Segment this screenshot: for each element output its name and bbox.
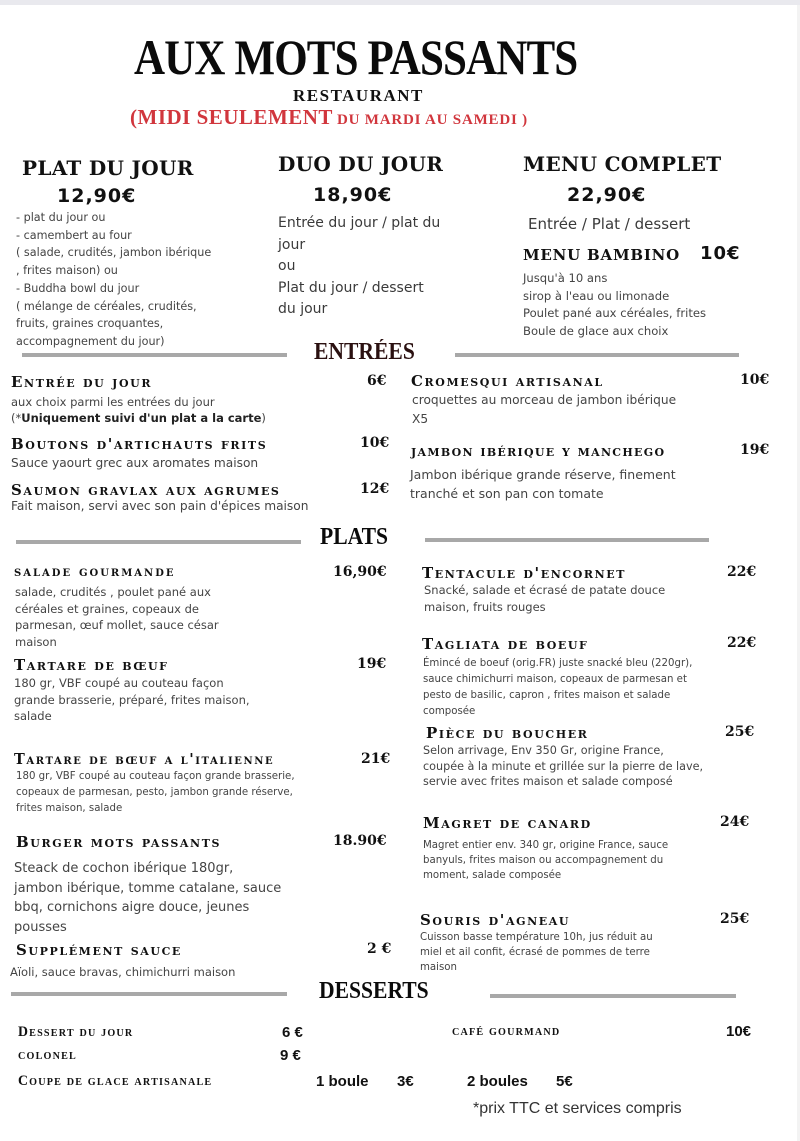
- item-name: jambon ibérique y manchego: [411, 442, 666, 460]
- item-price: 10€: [360, 435, 390, 451]
- item-desc: Jambon ibérique grande réserve, finement tranché et son pan con tomate: [410, 467, 676, 501]
- divider-right-plats: [425, 538, 709, 542]
- item-name: Tentacule d'encornet: [422, 564, 627, 582]
- item-price: 19€: [357, 656, 387, 672]
- section-title-entrees: ENTRÉES: [314, 339, 415, 365]
- dessert-price: 10€: [726, 1023, 752, 1040]
- item-desc: Magret entier env. 340 gr, origine France, sauce banyuls, frites maison ou accompagnement du moment, salade composée: [423, 840, 669, 881]
- item-name: Tartare de bœuf a l'italienne: [14, 751, 275, 768]
- item-name: Supplément sauce: [16, 941, 182, 959]
- item-name: Pièce du boucher: [426, 724, 589, 742]
- section-title-desserts: DESSERTS: [319, 978, 429, 1004]
- item-name: Burger mots passants: [16, 833, 222, 851]
- restaurant-title: AUX MOTS PASSANTS: [134, 29, 578, 85]
- item-price: 22€: [727, 564, 757, 580]
- item-price: 16,90€: [333, 564, 387, 580]
- desc-line: Entrée du jour / plat du: [278, 215, 441, 231]
- desc-line: ou: [278, 258, 296, 274]
- formula-price-plat-du-jour: 12,90€: [57, 185, 137, 207]
- item-desc: Snacké, salade et écrasé de patate douce maison, fruits rouges: [424, 583, 666, 614]
- bambino-title: MENU BAMBINO: [523, 246, 681, 264]
- dessert-name: Dessert du jour: [18, 1024, 134, 1040]
- item-desc: aux choix parmi les entrées du jour: [11, 395, 215, 409]
- item-desc: Sauce yaourt grec aux aromates maison: [11, 456, 259, 470]
- divider-left-desserts: [11, 992, 287, 996]
- item-price: 22€: [727, 635, 757, 651]
- desc-line: ( salade, crudités, jambon ibérique: [16, 246, 212, 260]
- restaurant-subtitle: RESTAURANT: [293, 86, 424, 105]
- divider-right-desserts: [490, 994, 736, 998]
- item-desc: Fait maison, servi avec son pain d'épices maison: [11, 499, 309, 513]
- desc-line: jour: [278, 236, 306, 253]
- desc-line: du jour: [278, 301, 328, 317]
- formula-title-plat-du-jour: PLAT DU JOUR: [22, 156, 194, 180]
- dessert-option-price: 3€: [397, 1073, 414, 1090]
- desc-line: Poulet pané aux céréales, frites: [523, 306, 707, 321]
- note-bold: Uniquement suivi d'un plat a la carte: [21, 411, 262, 425]
- desc-line: Boule de glace aux choix: [523, 324, 669, 339]
- opening-hours: [130, 105, 528, 130]
- desc-line: accompagnement du jour): [16, 334, 165, 348]
- item-price: 2 €: [367, 941, 392, 957]
- desc-line: fruits, graines croquantes,: [16, 317, 164, 331]
- item-price: 19€: [740, 442, 770, 458]
- section-title-plats: PLATS: [320, 524, 389, 550]
- item-desc: salade, crudités , poulet pané aux céréales et graines, copeaux de parmesan, œuf mollet, sauce césar maison: [15, 585, 219, 649]
- footnote-prices: *prix TTC et services compris: [473, 1100, 682, 1117]
- item-price: 12€: [360, 481, 390, 497]
- item-name: Magret de canard: [423, 814, 592, 832]
- dessert-price: 9 €: [280, 1047, 301, 1064]
- item-name: Saumon gravlax aux agrumes: [11, 481, 281, 499]
- item-price: 25€: [720, 911, 750, 927]
- dessert-option-label: 2 boules: [467, 1073, 528, 1090]
- formula-title-duo-du-jour: DUO DU JOUR: [278, 152, 444, 176]
- dessert-price: 6 €: [282, 1024, 303, 1041]
- item-note: [11, 410, 266, 427]
- item-name: Entrée du jour: [11, 373, 153, 391]
- desc-line: Plat du jour / dessert: [278, 279, 424, 296]
- item-desc: 180 gr, VBF coupé au couteau façon grande brasserie, préparé, frites maison, salade: [14, 676, 250, 723]
- item-price: 18.90€: [333, 833, 387, 849]
- bambino-price: 10€: [700, 243, 741, 264]
- item-desc: Émincé de boeuf (orig.FR) juste snacké bleu (220gr), sauce chimichurri maison, copeaux de parmesan et pesto de basilic, capron , frites maison et salade composée: [423, 658, 693, 717]
- item-name: Cromesqui artisanal: [411, 372, 604, 390]
- divider-left-plats: [16, 540, 301, 544]
- item-price: 21€: [361, 751, 391, 767]
- item-name: salade gourmande: [14, 564, 176, 580]
- item-name: Souris d'agneau: [420, 911, 571, 929]
- item-name: Tartare de bœuf: [14, 656, 169, 674]
- opening-hours-midi: (MIDI SEULEMENT: [130, 105, 333, 129]
- opening-hours-days: DU MARDI AU SAMEDI ): [336, 112, 528, 128]
- formula-price-menu-complet: 22,90€: [567, 184, 647, 206]
- formula-desc-menu-complet: Entrée / Plat / dessert: [528, 215, 691, 233]
- top-strip: [0, 0, 800, 5]
- desc-line: sirop à l'eau ou limonade: [523, 288, 670, 303]
- item-desc: Cuisson basse température 10h, jus réduit au miel et ail confit, écrasé de pommes de terre maison: [420, 932, 653, 973]
- item-desc: Steack de cochon ibérique 180gr, jambon ibérique, tomme catalane, sauce bbq, cornichons aigre douce, jeunes pousses: [14, 861, 282, 935]
- dessert-name: Coupe de glace artisanale: [18, 1073, 213, 1089]
- dessert-name: colonel: [18, 1047, 77, 1063]
- desc-line: ( mélange de céréales, crudités,: [16, 299, 197, 313]
- divider-left-entrees: [22, 353, 287, 357]
- item-name: Boutons d'artichauts frits: [11, 435, 268, 453]
- item-name: Tagliata de boeuf: [422, 635, 589, 653]
- bambino-desc: [523, 270, 783, 341]
- item-desc: 180 gr, VBF coupé au couteau façon grande brasserie, copeaux de parmesan, pesto, jambon grande réserve, frites maison, salade: [16, 771, 295, 814]
- note-close: ): [261, 411, 266, 425]
- item-desc: croquettes au morceau de jambon ibérique X5: [412, 393, 677, 426]
- desc-line: - Buddha bowl du jour: [16, 281, 140, 295]
- dessert-option-price: 5€: [556, 1073, 573, 1090]
- item-price: 6€: [367, 373, 387, 389]
- divider-right-entrees: [455, 353, 739, 357]
- formula-desc-duo-du-jour: [278, 213, 498, 321]
- formula-desc-plat-du-jour: [16, 209, 266, 351]
- item-price: 24€: [720, 814, 750, 830]
- item-price: 10€: [740, 372, 770, 388]
- dessert-option-label: 1 boule: [316, 1073, 369, 1090]
- item-desc: Aïoli, sauce bravas, chimichurri maison: [10, 965, 236, 979]
- formula-title-menu-complet: MENU COMPLET: [523, 152, 722, 176]
- note-open: (*: [11, 411, 22, 425]
- dessert-name: café gourmand: [452, 1023, 561, 1039]
- desc-line: - plat du jour ou: [16, 211, 106, 224]
- desc-line: Jusqu'à 10 ans: [523, 271, 608, 285]
- item-price: 25€: [725, 724, 755, 740]
- formula-price-duo-du-jour: 18,90€: [313, 184, 393, 206]
- item-desc: Selon arrivage, Env 350 Gr, origine France, coupée à la minute et grillée sur la pierre de lave, servie avec frites maison et salade composé: [423, 744, 704, 788]
- desc-line: , frites maison) ou: [16, 264, 118, 278]
- desc-line: - camembert au four: [16, 228, 132, 242]
